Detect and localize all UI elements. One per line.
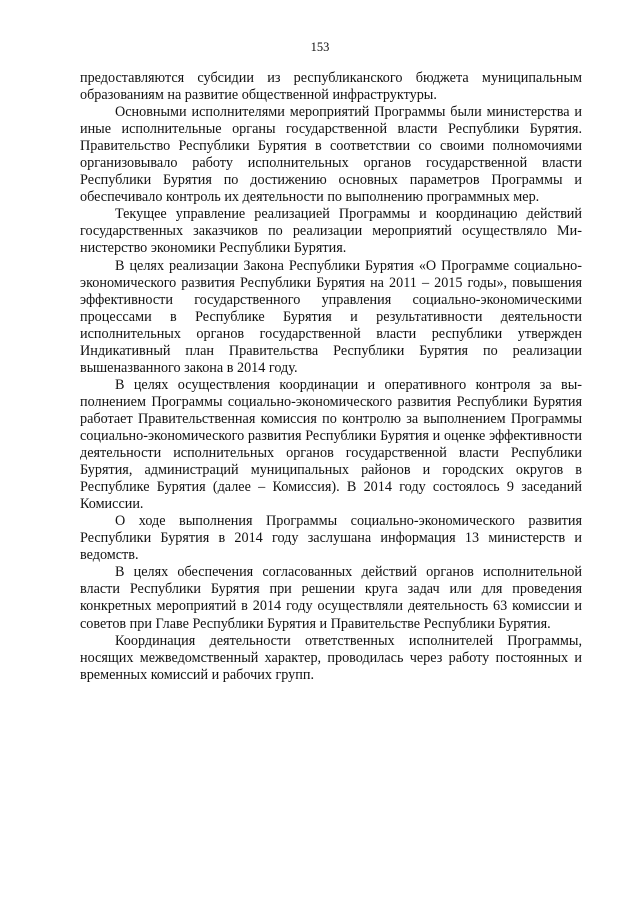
paragraph-executors: Основными исполнителями мероприятий Программы были министерства и иные исполнительные органы государственной власти Республики Бурятия. Правительство Республики Бурятия в соответствии со своими полномочиями организовывало работу исполнительных органов государственной власти Республики Бурятия по достижению основных параметров Программы и обеспечивало контроль их деятельности по выполнению программных мер. — [80, 104, 582, 206]
paragraph-commission: В целях осуществления координации и оперативного контроля за выполнением Программы социально-экономического развития Республики Бурятия работает Правительственная комиссия по контролю за выполнением Программы социально-экономического развития Республики Бурятия и оценке эффективности деятельности исполнительных органов государственной власти Республики Бурятия, администраций муниципальных районов и городских округов в Республике Бурятия (далее – Комиссия). В 2014 году состоялось 9 заседаний Комиссии. — [80, 376, 582, 513]
paragraph-current-management: Текущее управление реализацией Программы и координацию действий государственных заказчиков по реализации мероприятий осуществляло Министерство экономики Республики Бурятия. — [80, 206, 582, 257]
page-number: 153 — [310, 40, 330, 54]
paragraph-commissions-councils: В целях обеспечения согласованных действий органов исполнительной власти Республики Бурятия при решении круга задач или для проведения конкретных мероприятий в 2014 году осуществляли деятельность 63 комиссии и советов при Главе Республики Бурятия и Правительстве Республики Бурятия. — [80, 564, 582, 632]
paragraph-coordination: Координация деятельности ответственных исполнителей Программы, носящих межведомственный характер, проводилась через работу постоянных и временных комиссий и рабочих групп. — [80, 632, 582, 683]
paragraph-indicative-plan: В целях реализации Закона Республики Бурятия «О Программе социально-экономического развития Республики Бурятия на 2011 – 2015 годы», повышения эффективности государственного управления социально-экономическими процессами в Республике Бурятия и результативности деятельности исполнительных органов государственной власти республики утвержден Индикативный план Правительства Республики Бурятия по реализации вышеназванного закона в 2014 году. — [80, 257, 582, 376]
body-text — [80, 70, 582, 684]
paragraph-ministries-report: О ходе выполнения Программы социально-экономического развития Республики Бурятия в 2014 году заслушана информация 13 министерств и ведомств. — [80, 513, 582, 564]
paragraph-continuation: предоставляются субсидии из республиканского бюджета муниципальным образованиям на развитие общественной инфраструктуры. — [80, 70, 582, 104]
